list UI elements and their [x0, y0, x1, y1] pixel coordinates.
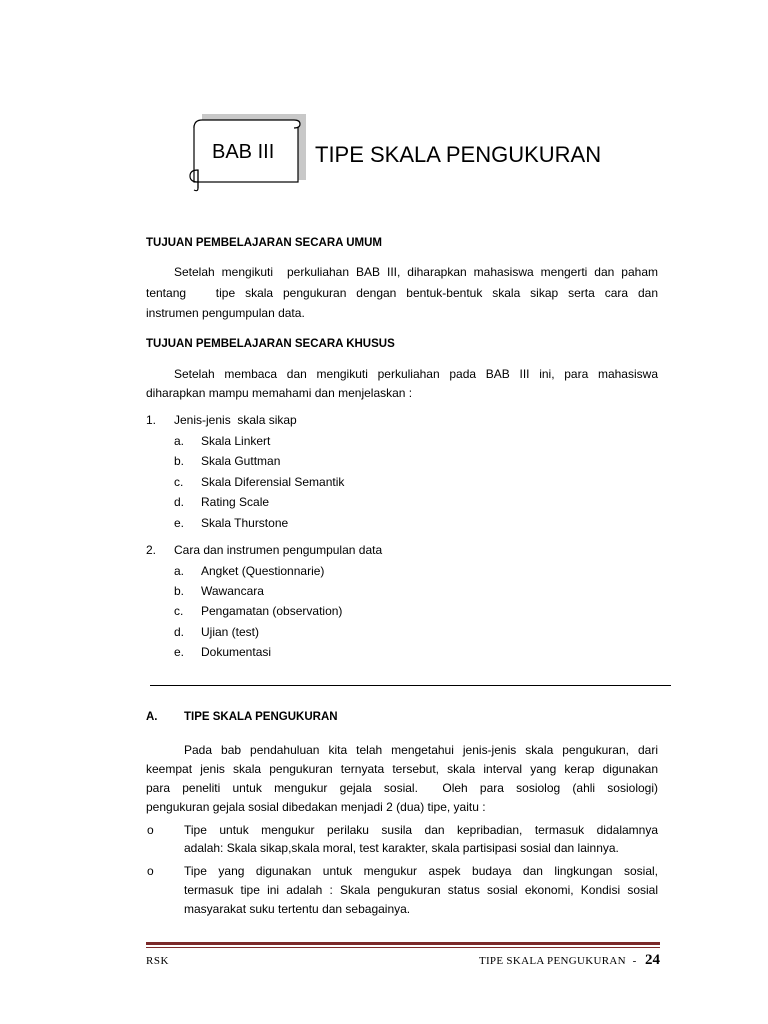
sub-item-text: Pengamatan (observation)	[201, 604, 343, 618]
page-number: 24	[645, 952, 660, 968]
sub-item-text: Ujian (test)	[201, 625, 260, 639]
sub-letter: b.	[174, 584, 185, 598]
sub-letter: a.	[174, 564, 185, 578]
sub-letter: c.	[174, 604, 184, 618]
sub-letter: c.	[174, 475, 184, 489]
sub-item-text: Skala Guttman	[201, 454, 281, 468]
sub-letter: b.	[174, 454, 185, 468]
sub-letter: a.	[174, 434, 185, 448]
list-number: 2.	[146, 543, 157, 557]
list-item-text: Cara dan instrumen pengumpulan data	[174, 543, 383, 557]
footer-left: RSK	[146, 955, 169, 967]
section-divider	[150, 685, 671, 686]
scroll-top-curl	[194, 120, 300, 128]
bullet-line: masyarakat suku tertentu dan sebagainya.	[184, 902, 411, 916]
specific-objective-line-1: Setelah membaca dan mengikuti perkuliahan pada BAB III ini, para mahasiswa	[174, 367, 658, 381]
bullet-marker: o	[147, 823, 154, 837]
section-heading: TIPE SKALA PENGUKURAN	[184, 711, 338, 723]
section-paragraph-line-4: pengukuran gejala sosial dibedakan menjadi 2 (dua) tipe, yaitu :	[146, 800, 486, 814]
chapter-label: BAB III	[212, 141, 275, 163]
sub-item-text: Rating Scale	[201, 495, 270, 509]
list-number: 1.	[146, 413, 157, 427]
general-objective-line-3: instrumen pengumpulan data.	[146, 306, 305, 320]
footer-rule-thin	[146, 947, 660, 948]
bullet-line: Tipe yang digunakan untuk mengukur aspek budaya dan lingkungan sosial,	[184, 864, 658, 878]
footer-rule	[146, 942, 660, 945]
section-paragraph-line-1: Pada bab pendahuluan kita telah mengetahui jenis-jenis skala pengukuran, dari	[184, 743, 658, 757]
footer-separator: -	[632, 955, 637, 967]
bullet-line: Tipe untuk mengukur perilaku susila dan kepribadian, termasuk didalamnya	[184, 823, 658, 837]
footer-title: TIPE SKALA PENGUKURAN	[478, 955, 626, 967]
footer-right	[420, 951, 660, 970]
sub-item-text: Skala Thurstone	[201, 516, 289, 530]
specific-objective-heading: TUJUAN PEMBELAJARAN SECARA KHUSUS	[146, 338, 395, 350]
sub-letter: d.	[174, 625, 185, 639]
sub-letter: e.	[174, 645, 185, 659]
page-title: TIPE SKALA PENGUKURAN	[315, 142, 602, 167]
general-objective-heading: TUJUAN PEMBELAJARAN SECARA UMUM	[146, 237, 382, 249]
general-objective-line-2: tentang tipe skala pengukuran dengan bentuk-bentuk skala sikap serta cara dan	[146, 286, 658, 300]
list-item-text: Jenis-jenis skala sikap	[174, 413, 297, 427]
bullet-line: adalah: Skala sikap,skala moral, test karakter, skala partisipasi sosial dan lainnya.	[184, 841, 619, 855]
specific-objective-line-2: diharapkan mampu memahami dan menjelaskan :	[146, 386, 413, 400]
bullet-marker: o	[147, 864, 154, 878]
sub-item-text: Skala Linkert	[201, 434, 271, 448]
sub-item-text: Skala Diferensial Semantik	[201, 475, 345, 489]
section-letter: A.	[146, 711, 158, 723]
sub-letter: e.	[174, 516, 185, 530]
section-paragraph-line-3: para peneliti untuk mengukur gejala sosial. Oleh para sosiolog (ahli sosiologi)	[146, 781, 658, 795]
section-paragraph-line-2: keempat jenis skala pengukuran ternyata tersebut, skala interval yang kerap digunakan	[146, 762, 658, 776]
sub-item-text: Wawancara	[201, 584, 264, 598]
sub-item-text: Dokumentasi	[201, 645, 272, 659]
general-objective-line-1: Setelah mengikuti perkuliahan BAB III, diharapkan mahasiswa mengerti dan paham	[174, 265, 658, 279]
sub-item-text: Angket (Questionnarie)	[201, 564, 325, 578]
bullet-line: termasuk tipe ini adalah : Skala pengukuran status sosial ekonomi, Kondisi sosial	[184, 883, 658, 897]
sub-letter: d.	[174, 495, 185, 509]
